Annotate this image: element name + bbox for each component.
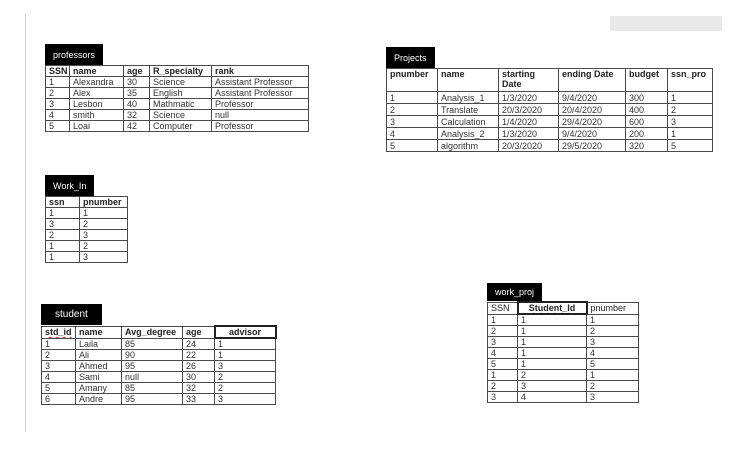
column-header: rank bbox=[212, 66, 309, 77]
table-cell: 1 bbox=[46, 241, 80, 252]
table-row bbox=[42, 383, 276, 394]
column-header: age bbox=[183, 326, 215, 338]
table-cell: 1 bbox=[46, 208, 80, 219]
table-row bbox=[488, 370, 639, 381]
table-cell: 2 bbox=[80, 241, 128, 252]
table-cell: 4 bbox=[46, 110, 70, 121]
table-cell: 3 bbox=[587, 337, 639, 348]
table-row bbox=[46, 208, 128, 219]
table-cell: Lesbon bbox=[70, 99, 124, 110]
table-cell: 90 bbox=[122, 350, 183, 361]
table-row bbox=[46, 110, 309, 121]
table-header-row bbox=[42, 326, 276, 338]
table-cell: 1 bbox=[46, 77, 70, 88]
table-cell: 6 bbox=[42, 394, 76, 405]
table-cell: 4 bbox=[587, 348, 639, 359]
table-cell: 2 bbox=[387, 104, 438, 116]
work-proj-table bbox=[487, 301, 639, 403]
table-cell: 29/4/2020 bbox=[559, 116, 626, 128]
table-cell: 3 bbox=[587, 392, 639, 403]
projects-caption: Projects bbox=[386, 47, 435, 68]
column-header: advisor bbox=[215, 326, 276, 338]
table-cell: Andre bbox=[76, 394, 122, 405]
table-cell: 4 bbox=[387, 128, 438, 140]
table-cell: 1 bbox=[668, 92, 713, 104]
work-in-caption: Work_In bbox=[45, 175, 94, 196]
table-cell: 1 bbox=[518, 314, 587, 326]
table-cell: 5 bbox=[46, 121, 70, 132]
table-cell: 3 bbox=[215, 361, 276, 372]
table-cell: 95 bbox=[122, 361, 183, 372]
table-row bbox=[42, 372, 276, 383]
column-header: ending Date bbox=[559, 69, 626, 92]
table-cell: 1/3/2020 bbox=[499, 92, 559, 104]
table-row bbox=[46, 219, 128, 230]
table-cell: 2 bbox=[587, 381, 639, 392]
table-row bbox=[488, 359, 639, 370]
table-cell: 40 bbox=[124, 99, 150, 110]
column-header: pnumber bbox=[80, 197, 128, 208]
table-header-row bbox=[488, 302, 639, 314]
table-cell: 3 bbox=[46, 99, 70, 110]
table-cell: 3 bbox=[215, 394, 276, 405]
table-cell: 1 bbox=[587, 370, 639, 381]
table-row bbox=[387, 140, 713, 152]
column-header: SSN bbox=[46, 66, 70, 77]
table-cell: 3 bbox=[668, 116, 713, 128]
table-row bbox=[42, 338, 276, 350]
table-cell: 30 bbox=[124, 77, 150, 88]
table-cell: Assistant Professor bbox=[212, 88, 309, 99]
table-cell: Analysis_1 bbox=[438, 92, 499, 104]
professors-caption: professors bbox=[45, 44, 103, 65]
column-header: ssn bbox=[46, 197, 80, 208]
table-cell: 4 bbox=[518, 392, 587, 403]
table-cell: 2 bbox=[587, 326, 639, 337]
table-cell: Laila bbox=[76, 338, 122, 350]
table-cell: 30 bbox=[183, 372, 215, 383]
table-cell: Loai bbox=[70, 121, 124, 132]
table-cell: 26 bbox=[183, 361, 215, 372]
table-cell: 2 bbox=[46, 230, 80, 241]
table-cell: 32 bbox=[124, 110, 150, 121]
table-row bbox=[387, 92, 713, 104]
table-cell: Assistant Professor bbox=[212, 77, 309, 88]
table-row bbox=[488, 326, 639, 337]
table-cell: 4 bbox=[488, 348, 518, 359]
table-cell: 5 bbox=[42, 383, 76, 394]
table-cell: 1 bbox=[518, 359, 587, 370]
table-cell: 2 bbox=[518, 370, 587, 381]
table-cell: 1 bbox=[42, 338, 76, 350]
column-header: pnumber bbox=[387, 69, 438, 92]
professors-table bbox=[45, 65, 309, 132]
table-cell: 9/4/2020 bbox=[559, 92, 626, 104]
table-cell: 32 bbox=[183, 383, 215, 394]
page-margin-line bbox=[25, 14, 26, 432]
work-proj-caption: work_proj bbox=[487, 283, 542, 301]
table-row bbox=[488, 381, 639, 392]
table-row bbox=[488, 314, 639, 326]
table-cell: 1 bbox=[215, 350, 276, 361]
table-cell: 29/5/2020 bbox=[559, 140, 626, 152]
table-cell: 24 bbox=[183, 338, 215, 350]
table-cell: 1 bbox=[80, 208, 128, 219]
table-cell: 3 bbox=[80, 230, 128, 241]
column-header: R_specialty bbox=[150, 66, 212, 77]
table-cell: 85 bbox=[122, 383, 183, 394]
table-cell: 5 bbox=[387, 140, 438, 152]
table-row bbox=[46, 241, 128, 252]
table-cell: Professor bbox=[212, 99, 309, 110]
table-cell: 2 bbox=[215, 372, 276, 383]
column-header: ssn_pro bbox=[668, 69, 713, 92]
work-proj-block bbox=[487, 283, 639, 403]
column-header: std_id bbox=[42, 326, 76, 338]
table-cell: smith bbox=[70, 110, 124, 121]
table-cell: 2 bbox=[42, 350, 76, 361]
table-row bbox=[46, 252, 128, 263]
column-header: starting Date bbox=[499, 69, 559, 92]
table-cell: 2 bbox=[488, 381, 518, 392]
table-cell: 2 bbox=[668, 104, 713, 116]
table-cell: Professor bbox=[212, 121, 309, 132]
table-cell: Ali bbox=[76, 350, 122, 361]
table-cell: 3 bbox=[387, 116, 438, 128]
table-cell: 5 bbox=[668, 140, 713, 152]
table-cell: 5 bbox=[587, 359, 639, 370]
table-row bbox=[46, 121, 309, 132]
table-cell: 3 bbox=[488, 392, 518, 403]
table-cell: Alex bbox=[70, 88, 124, 99]
column-header: name bbox=[76, 326, 122, 338]
table-cell: 20/3/2020 bbox=[499, 140, 559, 152]
table-cell: 9/4/2020 bbox=[559, 128, 626, 140]
table-cell: 20/3/2020 bbox=[499, 104, 559, 116]
projects-block bbox=[386, 47, 713, 152]
student-block bbox=[41, 304, 277, 405]
table-cell: 2 bbox=[488, 326, 518, 337]
table-cell: 300 bbox=[626, 92, 668, 104]
table-cell: 3 bbox=[80, 252, 128, 263]
table-cell: 2 bbox=[46, 88, 70, 99]
table-cell: Mathmatic bbox=[150, 99, 212, 110]
column-header: age bbox=[124, 66, 150, 77]
table-cell: 1/3/2020 bbox=[499, 128, 559, 140]
work-in-table bbox=[45, 196, 128, 263]
table-cell: 1 bbox=[46, 252, 80, 263]
table-cell: 600 bbox=[626, 116, 668, 128]
table-cell: 5 bbox=[488, 359, 518, 370]
table-cell: Science bbox=[150, 110, 212, 121]
column-header: pnumber bbox=[587, 302, 639, 314]
table-cell: 85 bbox=[122, 338, 183, 350]
table-cell: English bbox=[150, 88, 212, 99]
column-header: name bbox=[438, 69, 499, 92]
table-cell: Science bbox=[150, 77, 212, 88]
table-cell: 400 bbox=[626, 104, 668, 116]
table-cell: 3 bbox=[42, 361, 76, 372]
table-cell: 2 bbox=[80, 219, 128, 230]
table-cell: 1 bbox=[518, 326, 587, 337]
table-cell: Computer bbox=[150, 121, 212, 132]
table-cell: 1 bbox=[668, 128, 713, 140]
table-header-row bbox=[46, 197, 128, 208]
table-cell: 3 bbox=[46, 219, 80, 230]
table-cell: algorithm bbox=[438, 140, 499, 152]
table-cell: 1 bbox=[518, 337, 587, 348]
table-row bbox=[42, 350, 276, 361]
table-row bbox=[46, 230, 128, 241]
professors-block bbox=[45, 44, 309, 132]
table-row bbox=[46, 77, 309, 88]
table-cell: 4 bbox=[42, 372, 76, 383]
table-row bbox=[488, 337, 639, 348]
column-header: Student_Id bbox=[518, 302, 587, 314]
table-row bbox=[42, 361, 276, 372]
table-row bbox=[42, 394, 276, 405]
table-cell: 35 bbox=[124, 88, 150, 99]
table-cell: 3 bbox=[488, 337, 518, 348]
table-cell: Translate bbox=[438, 104, 499, 116]
table-cell: Calculation bbox=[438, 116, 499, 128]
projects-table bbox=[386, 68, 713, 152]
table-cell: 20/4/2020 bbox=[559, 104, 626, 116]
table-cell: null bbox=[212, 110, 309, 121]
header-placeholder-bar bbox=[610, 16, 722, 31]
table-cell: Ahmed bbox=[76, 361, 122, 372]
table-cell: 200 bbox=[626, 128, 668, 140]
column-header: name bbox=[70, 66, 124, 77]
table-cell: 1 bbox=[387, 92, 438, 104]
table-cell: 33 bbox=[183, 394, 215, 405]
column-header: budget bbox=[626, 69, 668, 92]
table-row bbox=[46, 99, 309, 110]
table-cell: 320 bbox=[626, 140, 668, 152]
table-cell: 22 bbox=[183, 350, 215, 361]
table-cell: 2 bbox=[215, 383, 276, 394]
table-cell: 42 bbox=[124, 121, 150, 132]
table-cell: 95 bbox=[122, 394, 183, 405]
table-cell: 1 bbox=[488, 314, 518, 326]
table-cell: 1 bbox=[518, 348, 587, 359]
table-row bbox=[46, 88, 309, 99]
table-row bbox=[387, 128, 713, 140]
table-row bbox=[387, 104, 713, 116]
table-row bbox=[387, 116, 713, 128]
table-cell: Alexandra bbox=[70, 77, 124, 88]
table-cell: 1 bbox=[215, 338, 276, 350]
table-cell: Sami bbox=[76, 372, 122, 383]
work-in-block bbox=[45, 175, 128, 263]
student-caption: student bbox=[41, 304, 102, 325]
table-cell: Amany bbox=[76, 383, 122, 394]
table-row bbox=[488, 392, 639, 403]
column-header: SSN bbox=[488, 302, 518, 314]
table-cell: Analysis_2 bbox=[438, 128, 499, 140]
student-table bbox=[41, 325, 277, 405]
table-cell: 1 bbox=[587, 314, 639, 326]
table-header-row bbox=[46, 66, 309, 77]
table-header-row bbox=[387, 69, 713, 92]
table-cell: null bbox=[122, 372, 183, 383]
table-cell: 1/4/2020 bbox=[499, 116, 559, 128]
column-header: Avg_degree bbox=[122, 326, 183, 338]
table-cell: 3 bbox=[518, 381, 587, 392]
table-cell: 1 bbox=[488, 370, 518, 381]
table-row bbox=[488, 348, 639, 359]
